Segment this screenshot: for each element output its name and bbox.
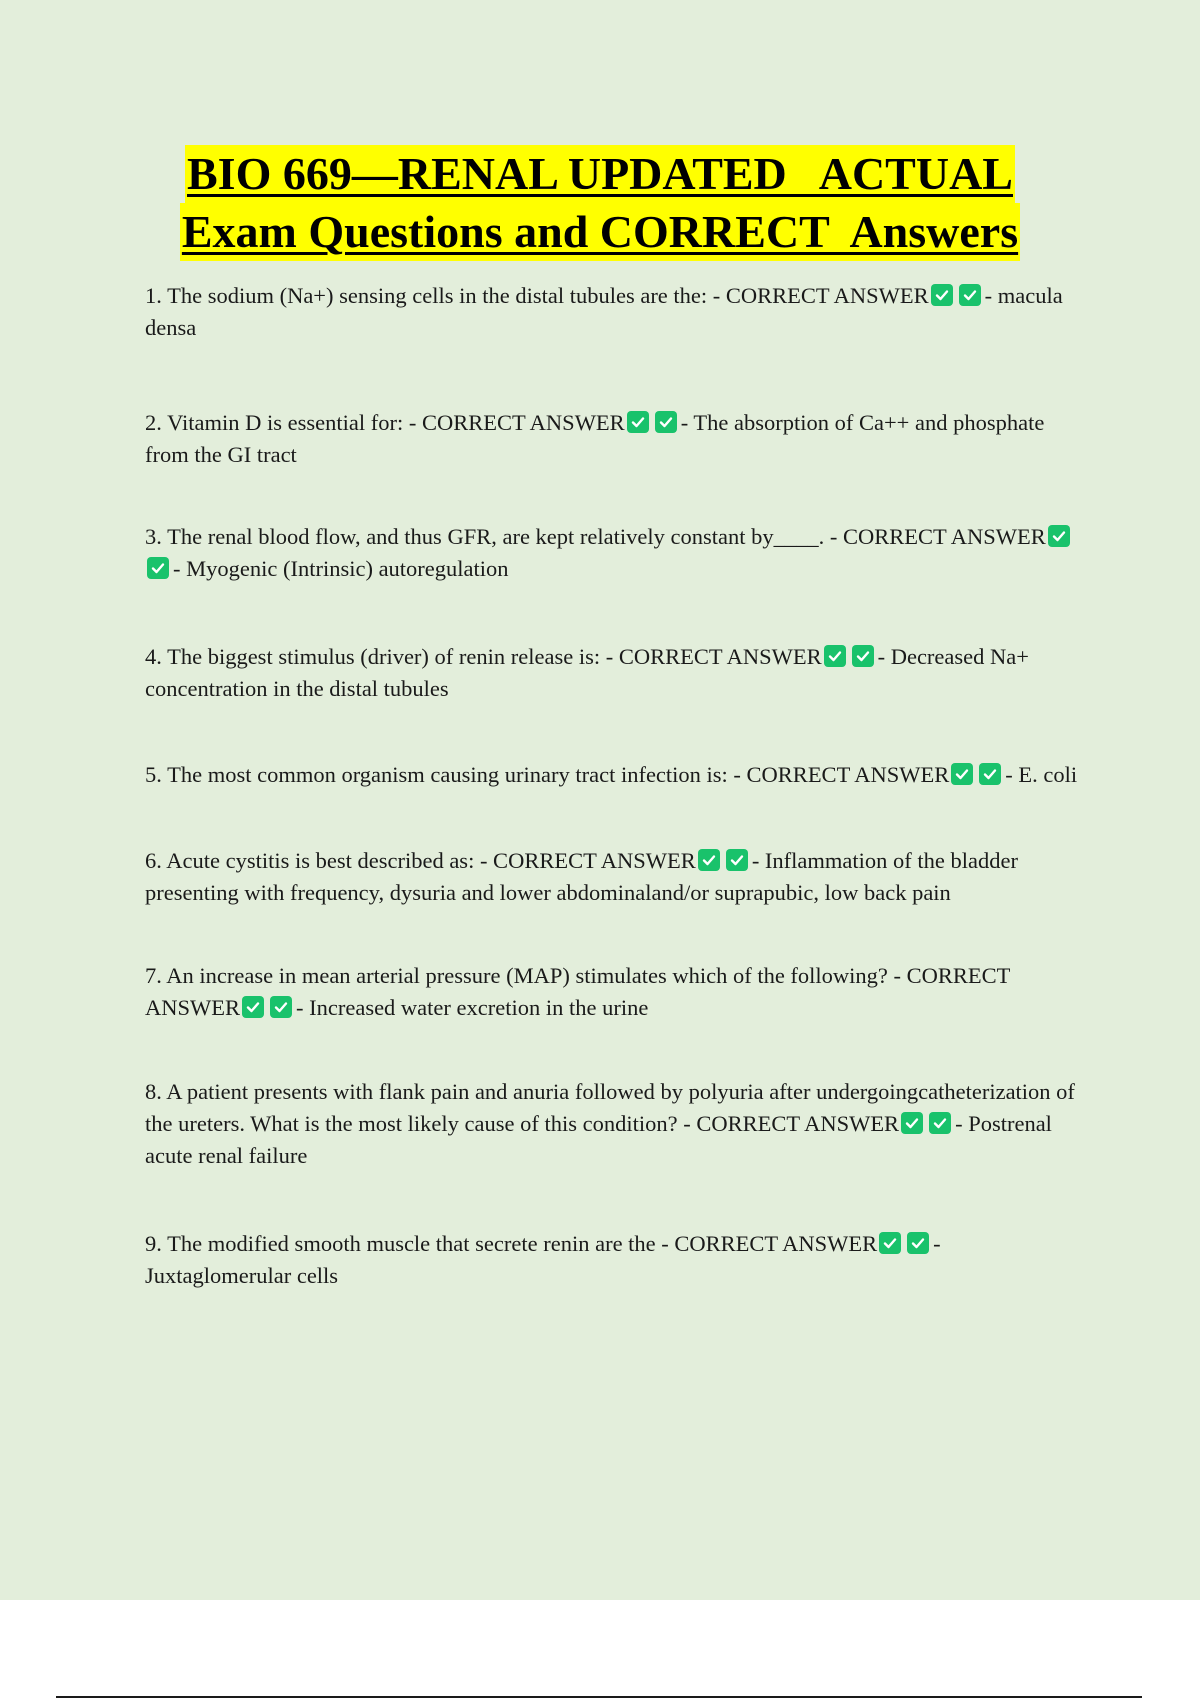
question-text: 1. The sodium (Na+) sensing cells in the distal tubules are the: - CORRECT ANSWER — [145, 283, 929, 308]
question-list — [145, 280, 1085, 1292]
check-box-icon — [907, 1232, 929, 1254]
title-line-2: Exam Questions and CORRECT Answers — [180, 203, 1020, 261]
question-text: 7. An increase in mean arterial pressure (MAP) stimulates which of the following? - CORRECT ANSWER — [145, 963, 1011, 1020]
check-box-icon — [852, 645, 874, 667]
check-box-icon — [951, 763, 973, 785]
check-box-icon — [147, 557, 169, 579]
check-box-icon — [270, 996, 292, 1018]
check-box-icon — [1048, 525, 1070, 547]
answer-text: - Increased water excretion in the urine — [296, 995, 649, 1020]
check-box-icon — [698, 849, 720, 871]
question-text: 3. The renal blood flow, and thus GFR, are kept relatively constant by____. - CORRECT ANSWER — [145, 524, 1046, 549]
check-box-icon — [959, 284, 981, 306]
question-text: 8. A patient presents with flank pain and anuria followed by polyuria after undergoingcatheterization of the ureters. What is the most likely cause of this condition? - CORRECT ANSWER — [145, 1079, 1075, 1136]
check-box-icon — [979, 763, 1001, 785]
question-item — [145, 1228, 1085, 1292]
check-box-icon — [824, 645, 846, 667]
question-item — [145, 641, 1085, 705]
answer-text: - E. coli — [1005, 762, 1078, 787]
answer-text: - The absorption of Ca++ and phosphate from the GI tract — [145, 410, 1045, 467]
question-item — [145, 960, 1085, 1024]
question-text: 6. Acute cystitis is best described as: - CORRECT ANSWER — [145, 848, 696, 873]
check-box-icon — [929, 1112, 951, 1134]
check-box-icon — [901, 1112, 923, 1134]
question-item — [145, 759, 1085, 791]
question-item — [145, 845, 1085, 909]
question-text: 9. The modified smooth muscle that secrete renin are the - CORRECT ANSWER — [145, 1231, 878, 1256]
answer-text: - Juxtaglomerular cells — [145, 1231, 941, 1288]
question-item — [145, 280, 1085, 344]
check-box-icon — [931, 284, 953, 306]
title-line-1: BIO 669—RENAL UPDATED ACTUAL — [185, 145, 1015, 203]
question-item — [145, 407, 1085, 471]
answer-text: - Postrenal acute renal failure — [145, 1111, 1052, 1168]
answer-text: - Myogenic (Intrinsic) autoregulation — [173, 556, 509, 581]
answer-text: - Inflammation of the bladder presenting with frequency, dysuria and lower abdominaland/or suprapubic, low back pain — [145, 848, 1018, 905]
check-box-icon — [655, 411, 677, 433]
answer-text: - macula densa — [145, 283, 1063, 340]
document-title — [0, 145, 1200, 261]
question-text: 4. The biggest stimulus (driver) of renin release is: - CORRECT ANSWER — [145, 644, 822, 669]
check-box-icon — [879, 1232, 901, 1254]
check-box-icon — [726, 849, 748, 871]
answer-text: - Decreased Na+ concentration in the distal tubules — [145, 644, 1029, 701]
check-box-icon — [627, 411, 649, 433]
check-box-icon — [242, 996, 264, 1018]
footer-divider — [56, 1696, 1142, 1698]
question-text: 2. Vitamin D is essential for: - CORRECT ANSWER — [145, 410, 625, 435]
question-item — [145, 521, 1085, 585]
question-item — [145, 1076, 1085, 1172]
question-text: 5. The most common organism causing urinary tract infection is: - CORRECT ANSWER — [145, 762, 950, 787]
